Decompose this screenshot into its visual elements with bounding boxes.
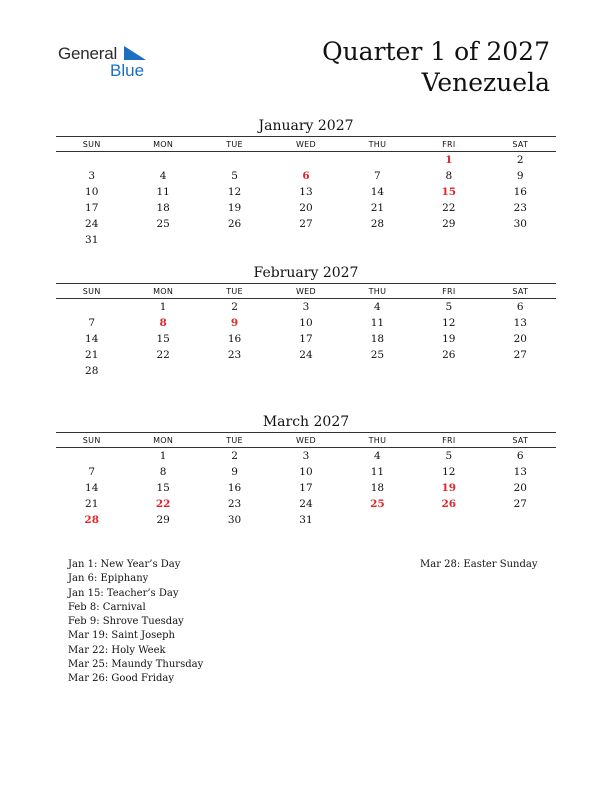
day-cell: 28	[84, 514, 100, 526]
weekday-header: TUE	[199, 284, 270, 299]
day-cell: 6	[516, 450, 524, 462]
weekday-header: THU	[342, 433, 413, 448]
day-cell: 8	[159, 317, 167, 329]
day-cell: 15	[156, 482, 170, 494]
day-cell: 4	[159, 170, 167, 182]
weekday-header: MON	[127, 433, 198, 448]
weekday-header: FRI	[413, 433, 484, 448]
week-row	[56, 152, 556, 169]
day-cell: 21	[85, 349, 99, 361]
day-cell	[413, 232, 484, 248]
day-cell: 9	[231, 466, 238, 478]
holiday-entry: Mar 25: Maundy Thursday	[68, 659, 204, 671]
weekday-header: WED	[270, 433, 341, 448]
day-cell: 25	[156, 218, 170, 230]
day-cell: 30	[227, 514, 242, 526]
week-row	[56, 216, 556, 232]
day-cell: 1	[159, 450, 167, 462]
day-cell: 20	[299, 202, 313, 214]
day-cell: 5	[445, 301, 453, 313]
weekday-header: TUE	[199, 137, 270, 152]
weekday-header: SUN	[56, 284, 127, 299]
week-row	[56, 363, 556, 379]
holiday-entry: Jan 15: Teacher’s Day	[68, 587, 179, 599]
week-row	[56, 448, 556, 465]
day-cell: 2	[231, 301, 238, 313]
calendar-grid	[56, 283, 556, 379]
day-cell: 6	[516, 301, 524, 313]
holiday-entry: Jan 6: Epiphany	[68, 573, 149, 585]
day-cell: 12	[442, 466, 456, 478]
day-cell	[199, 232, 270, 248]
weekday-header: WED	[270, 284, 341, 299]
day-cell: 9	[230, 317, 239, 329]
day-cell: 2	[516, 154, 524, 166]
day-cell: 7	[88, 317, 96, 329]
day-cell: 10	[85, 186, 99, 198]
day-cell: 22	[156, 349, 170, 361]
day-cell	[485, 512, 556, 528]
week-row	[56, 480, 556, 496]
holiday-entry: Mar 19: Saint Joseph	[68, 630, 176, 642]
day-cell: 1	[445, 154, 453, 166]
day-cell	[270, 152, 341, 169]
day-cell	[342, 152, 413, 169]
day-cell: 6	[302, 170, 310, 182]
day-cell	[199, 363, 270, 379]
day-cell: 17	[299, 482, 313, 494]
logo-text-general: General	[58, 44, 118, 63]
day-cell	[485, 363, 556, 379]
holiday-entry: Mar 28: Easter Sunday	[420, 559, 538, 570]
day-cell: 22	[442, 202, 456, 214]
day-cell: 25	[370, 498, 385, 510]
day-cell: 10	[299, 466, 313, 478]
day-cell: 5	[445, 450, 453, 462]
title-country: Venezuela	[421, 68, 550, 97]
day-cell	[127, 152, 198, 169]
day-cell: 11	[370, 317, 385, 329]
month-title: January 2027	[258, 118, 354, 134]
day-cell: 2	[231, 450, 238, 462]
day-cell: 24	[299, 349, 313, 361]
day-cell: 23	[227, 349, 242, 361]
weekday-header: FRI	[413, 137, 484, 152]
logo-triangle-icon	[124, 46, 146, 60]
day-cell	[342, 363, 413, 379]
day-cell: 19	[442, 333, 456, 345]
day-cell: 3	[88, 170, 96, 182]
week-row	[56, 168, 556, 184]
day-cell: 29	[442, 218, 456, 230]
day-cell: 27	[513, 349, 527, 361]
day-cell: 18	[156, 202, 170, 214]
day-cell: 27	[299, 218, 313, 230]
day-cell: 8	[159, 466, 167, 478]
day-cell	[485, 232, 556, 248]
week-row	[56, 315, 556, 331]
calendar-grid	[56, 432, 556, 528]
holiday-list-left	[68, 558, 203, 687]
day-cell	[413, 512, 484, 528]
day-cell: 14	[85, 333, 99, 345]
week-row	[56, 184, 556, 200]
day-cell: 12	[227, 186, 242, 198]
day-cell: 4	[374, 301, 381, 313]
day-cell	[342, 232, 413, 248]
day-cell: 13	[299, 186, 313, 198]
weekday-header: SAT	[485, 433, 556, 448]
week-row	[56, 512, 556, 528]
day-cell: 3	[302, 450, 310, 462]
week-row	[56, 200, 556, 216]
holiday-entry: Mar 22: Holy Week	[68, 644, 166, 656]
day-cell	[56, 448, 127, 465]
day-cell: 22	[155, 498, 171, 510]
day-cell: 31	[85, 234, 99, 246]
day-cell: 18	[370, 482, 385, 494]
day-cell: 20	[513, 482, 527, 494]
day-cell: 3	[302, 301, 310, 313]
page-title	[322, 36, 550, 98]
week-row	[56, 347, 556, 363]
weekday-header: SUN	[56, 137, 127, 152]
day-cell: 7	[88, 466, 96, 478]
month-january	[56, 116, 556, 248]
holiday-entry: Feb 9: Shrove Tuesday	[68, 616, 184, 628]
weekday-header: THU	[342, 284, 413, 299]
day-cell	[342, 512, 413, 528]
month-march	[56, 412, 556, 528]
day-cell: 30	[513, 218, 527, 230]
day-cell	[127, 363, 198, 379]
day-cell: 21	[370, 202, 385, 214]
day-cell: 14	[85, 482, 99, 494]
day-cell: 17	[299, 333, 313, 345]
day-cell: 26	[442, 349, 456, 361]
weekday-header: FRI	[413, 284, 484, 299]
day-cell: 20	[513, 333, 527, 345]
holiday-list-right	[420, 558, 537, 572]
holiday-entry: Feb 8: Carnival	[68, 601, 146, 613]
day-cell: 19	[227, 202, 242, 214]
day-cell: 1	[159, 301, 167, 313]
day-cell: 25	[370, 349, 385, 361]
day-cell	[413, 363, 484, 379]
holiday-entry: Mar 26: Good Friday	[68, 673, 174, 685]
weekday-header: TUE	[199, 433, 270, 448]
day-cell: 5	[231, 170, 238, 182]
day-cell: 11	[156, 186, 170, 198]
day-cell: 7	[374, 170, 381, 182]
day-cell: 28	[370, 218, 385, 230]
day-cell: 4	[374, 450, 381, 462]
day-cell: 31	[299, 514, 313, 526]
day-cell: 23	[227, 498, 242, 510]
day-cell	[56, 152, 127, 169]
weekday-header: THU	[342, 137, 413, 152]
day-cell	[270, 363, 341, 379]
day-cell: 26	[227, 218, 242, 230]
month-title: February 2027	[253, 265, 359, 281]
day-cell: 21	[85, 498, 99, 510]
day-cell: 13	[513, 466, 527, 478]
day-cell: 12	[442, 317, 456, 329]
weekday-header: MON	[127, 137, 198, 152]
month-february	[56, 263, 556, 379]
day-cell: 17	[85, 202, 99, 214]
week-row	[56, 299, 556, 316]
logo-text-blue: Blue	[110, 61, 145, 80]
day-cell: 24	[85, 218, 99, 230]
day-cell: 16	[513, 186, 527, 198]
day-cell: 11	[370, 466, 385, 478]
day-cell	[127, 232, 198, 248]
day-cell: 9	[516, 170, 524, 182]
day-cell: 27	[513, 498, 527, 510]
day-cell: 18	[370, 333, 385, 345]
day-cell: 13	[513, 317, 527, 329]
weekday-header: SAT	[485, 137, 556, 152]
week-row	[56, 232, 556, 248]
weekday-header: MON	[127, 284, 198, 299]
weekday-header: SAT	[485, 284, 556, 299]
week-row	[56, 496, 556, 512]
day-cell: 16	[227, 333, 242, 345]
calendar-grid	[56, 136, 556, 248]
week-row	[56, 464, 556, 480]
title-quarter: Quarter 1 of 2027	[322, 37, 550, 66]
day-cell: 10	[299, 317, 313, 329]
day-cell: 24	[299, 498, 313, 510]
day-cell: 15	[441, 186, 457, 198]
day-cell: 14	[370, 186, 385, 198]
day-cell	[56, 299, 127, 316]
weekday-header: WED	[270, 137, 341, 152]
day-cell: 29	[156, 514, 170, 526]
day-cell	[270, 232, 341, 248]
generalblue-logo	[58, 44, 158, 84]
month-title: March 2027	[262, 414, 350, 430]
day-cell: 28	[85, 365, 99, 377]
week-row	[56, 331, 556, 347]
day-cell	[199, 152, 270, 169]
day-cell: 23	[513, 202, 527, 214]
day-cell: 26	[441, 498, 457, 510]
weekday-header: SUN	[56, 433, 127, 448]
holiday-entry: Jan 1: New Year’s Day	[68, 559, 181, 570]
day-cell: 15	[156, 333, 170, 345]
day-cell: 8	[445, 170, 453, 182]
day-cell: 19	[441, 482, 457, 494]
day-cell: 16	[227, 482, 242, 494]
